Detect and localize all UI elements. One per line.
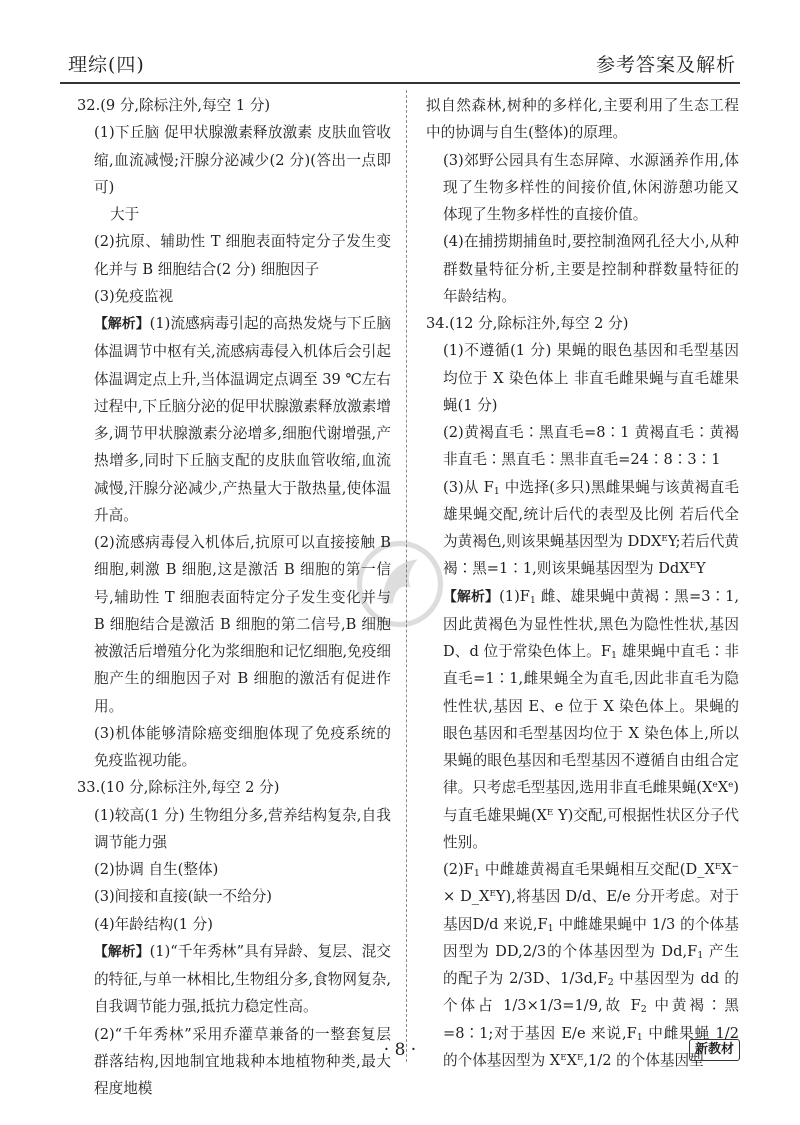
superscript: E [489, 889, 496, 900]
header-subject: 理综(四) [68, 54, 145, 76]
q34-answer-3 [426, 474, 739, 583]
superscript: E [661, 534, 668, 545]
q32-answer-1b: 大于 [110, 206, 140, 223]
q32-explanation-3: (3)机体能够清除癌变细胞体现了免疫系统的免疫监视功能。 [94, 724, 391, 769]
superscript: − [731, 862, 739, 873]
superscript: E [560, 1052, 567, 1063]
text-run: Y)交配,可根据性状区分子代性别。 [443, 806, 739, 851]
text-run: X [717, 779, 729, 797]
q34-answer-1: (1)不遵循(1 分) 果蝇的眼色基因和毛型基因均位于 X 染色体上 非直毛雌果蝇与直毛雄果蝇(1 分) [443, 342, 739, 414]
text-run: X [566, 1051, 577, 1069]
text-run: (3)从 F [443, 478, 494, 496]
q32-explanation-1 [77, 310, 391, 529]
subscript: 1 [493, 485, 500, 497]
edition-badge: 新教材 [689, 1039, 740, 1061]
superscript: e [728, 780, 734, 791]
q34-heading: 34.(12 分,除标注外,每空 2 分) [426, 315, 629, 332]
q33-explanation-4: (4)在捕捞期捕鱼时,要控制渔网孔径大小,从种群数量特征分析,主要是控制种群数量特征的年龄结构。 [443, 233, 739, 305]
text-run: (1)F [499, 587, 530, 605]
text-run: 中雌雄果蝇中 1/3 的个体基因型为 DD,2/3的个体基因型为 Dd,F [443, 915, 740, 960]
text-run: 中黄褐∶黑=8∶1;对于基因 E/e 来说,F [443, 997, 740, 1042]
text-run: × D_X [443, 888, 490, 906]
subscript: 2 [607, 977, 614, 989]
q32-explanation-1-text: (1)流感病毒引起的高热发烧与下丘脑体温调节中枢有关,流感病毒侵入机体后会引起体温调定点上升,当体温调定点调至 39 ℃左右过程中,下丘脑分泌的促甲状腺激素释放激素增多,调节甲状腺激素分泌增多,细胞代谢增强,产热增多,同时下丘脑支配的皮肤血管收缩,血流减慢,汗腺分泌减少,产热量大于散热量,使体温升高。 [94, 315, 391, 524]
text-run: 中雌果蝇 1/2 的个体基因型为 X [443, 1024, 739, 1069]
q34-explanation-1 [426, 583, 739, 857]
superscript: E [689, 561, 697, 572]
subscript: 1 [697, 949, 704, 961]
q33-answer-1: (1)较高(1 分) 生物组分多,营养结构复杂,自我调节能力强 [94, 806, 391, 851]
analysis-tag: 【解析】 [94, 943, 150, 960]
superscript: e [712, 780, 718, 791]
page-header [60, 48, 740, 84]
text-run: 产生的配子为 2/3D、1/3d,F [443, 942, 740, 987]
superscript: E [576, 1052, 584, 1063]
page-number: · 8 · [383, 1040, 417, 1060]
q33-answer-3: (3)间接和直接(缺一不给分) [94, 888, 272, 906]
text-run: Y [696, 560, 706, 578]
q33-explanation-1 [77, 938, 391, 1021]
right-column [426, 92, 739, 1074]
analysis-tag: 【解析】 [94, 316, 150, 332]
subscript: 1 [636, 1031, 643, 1043]
text-run: 中选择(多只)黑雌果蝇与该黄褐直毛雄果蝇交配,统计后代的表型及比例 若后代全为黄褐色,则该果蝇基因型为 DDX [443, 478, 739, 550]
text-run: 雌、雄果蝇中黄褐∶黑=3∶1,因此黄褐色为显性性状,黑色为隐性性状,基因 D、d 位于常染色体上。F [443, 587, 740, 660]
q33-explanation-3: (3)郊野公园具有生态屏障、水源涵养作用,体现了生物多样性的间接价值,休闲游憩功能又体现了生物多样性的直接价值。 [443, 151, 739, 223]
superscript: E [714, 862, 722, 873]
q33-answer-4: (4)年龄结构(1 分) [94, 915, 213, 933]
text-run: Y;若后代黄褐∶黑=1∶1,则该果蝇基因型为 DdX [443, 533, 739, 578]
subscript: 1 [547, 922, 554, 934]
subscript: 2 [640, 1004, 647, 1016]
q33-answer-2: (2)协调 自生(整体) [94, 861, 219, 878]
text-run: ,1/2 的个体基因型 [583, 1051, 704, 1069]
left-column [77, 92, 391, 1102]
q32-answer-3: (3)免疫监视 [94, 287, 174, 305]
q34-answer-2: (2)黄褐直毛∶黑直毛=8∶1 黄褐直毛∶黄褐非直毛∶黑直毛∶黑非直毛=24∶8∶3∶1 [443, 424, 739, 469]
text-run: )与直毛雄果蝇(X [443, 779, 739, 824]
q32-heading: 32.(9 分,除标注外,每空 1 分) [77, 97, 271, 114]
q32-explanation-2: (2)流感病毒侵入机体后,抗原可以直接接触 B 细胞,刺激 B 细胞,这是激活 B 细胞的第一信号,辅助性 T 细胞表面特定分子发生变化并与 B 细胞结合是激活 B 细胞的第二信号,B 细胞被激活后增殖分化为浆细胞和记忆细胞,免疫细胞产生的细胞因子对 B 细胞的激活有促进作用。 [94, 534, 391, 715]
superscript: E [546, 807, 554, 818]
text-run: X [721, 861, 732, 878]
q33-explanation-2-continued: 拟自然森林,树种的多样化,主要利用了生态工程中的协调与自生(整体)的原理。 [426, 97, 739, 142]
text-run: 中雌雄黄褐直毛果蝇相互交配(D_X [479, 861, 715, 878]
q33-explanation-2: (2)“千年秀林”采用乔灌草兼备的一整套复层群落结构,因地制宜地栽种本地植物种类,最大程度地模 [94, 1025, 391, 1097]
subscript: 1 [529, 594, 536, 606]
text-run: 雄果蝇中直毛∶非直毛=1∶1,雌果蝇全为直毛,因此非直毛为隐性性状,基因 E、e 位于 X 染色体上。果蝇的眼色基因和毛型基因均位于 X 染色体上,所以果蝇的眼色基因和毛型基因不遵循自由组合定律。只考虑毛型基因,选用非直毛雌果蝇(X [443, 643, 739, 797]
subscript: 1 [610, 650, 618, 662]
analysis-tag: 【解析】 [443, 588, 500, 605]
header-title: 参考答案及解析 [595, 54, 736, 76]
text-run: Y),将基因 D/d、E/e 分开考虑。对于基因D/d 来说,F [443, 888, 739, 933]
q32-answer-2: (2)抗原、辅助性 T 细胞表面特定分子发生变化并与 B 细胞结合(2 分) 细胞因子 [94, 233, 391, 278]
q33-heading: 33.(10 分,除标注外,每空 2 分) [77, 779, 280, 797]
text-run: (2)F [443, 861, 474, 878]
subscript: 1 [473, 868, 480, 880]
q32-answer-1: (1)下丘脑 促甲状腺激素释放激素 皮肤血管收缩,血流减慢;汗腺分泌减少(2 分)(答出一点即可) [94, 124, 391, 196]
text-run: 中基因型为 dd 的个体占 1/3×1/3=1/9,故 F [443, 970, 740, 1015]
q33-explanation-1-text: (1)“千年秀林”具有异龄、复层、混交的特征,与单一林相比,生物组分多,食物网复杂,自我调节能力强,抵抗力稳定性高。 [94, 942, 391, 1016]
